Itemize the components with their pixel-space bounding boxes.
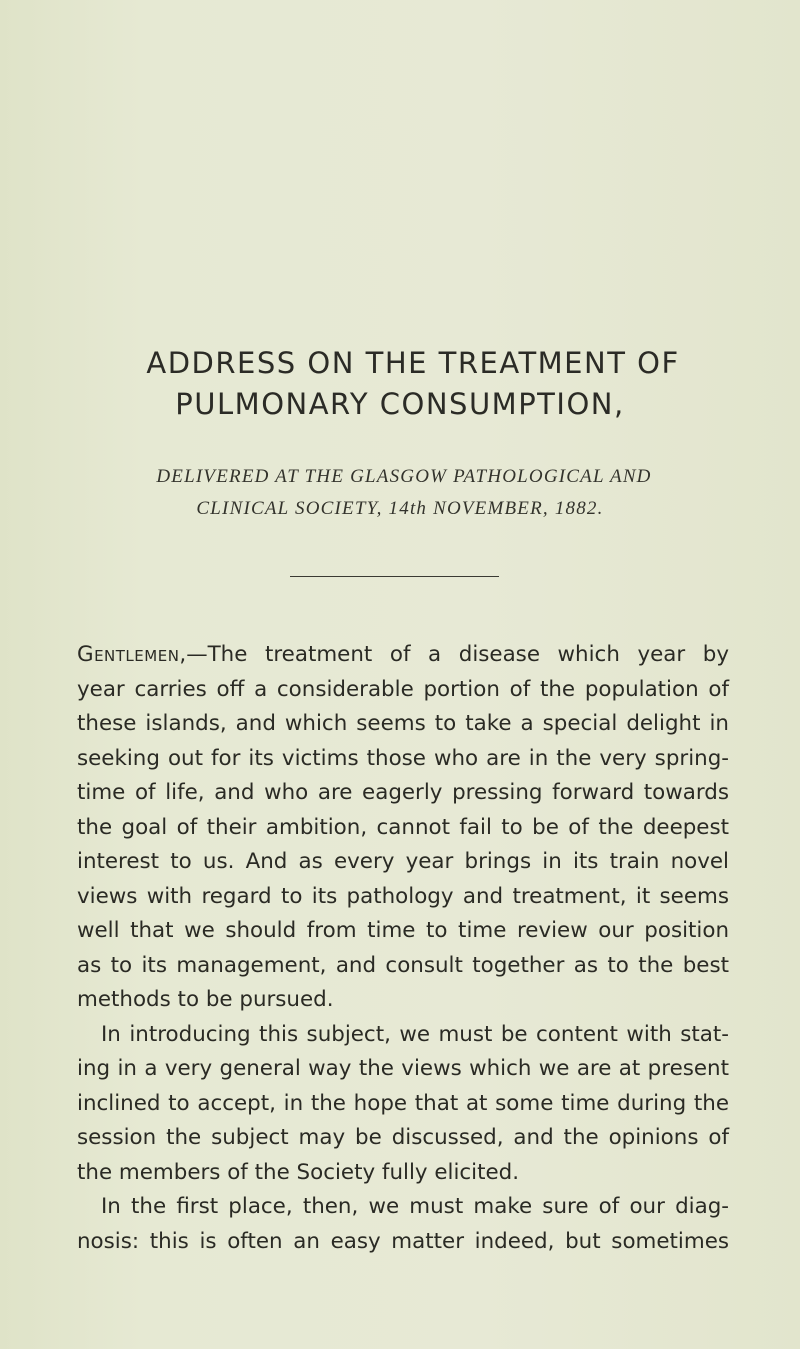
text-line: Gentlemen,—The treatment of a disease which year by <box>77 642 729 667</box>
text-line: year carries off a considerable portion of the population of <box>77 676 729 702</box>
text-line: methods to be pursued. <box>77 987 334 1012</box>
title-line-1: ADDRESS ON THE TREATMENT OF <box>146 346 680 380</box>
text-line: as to its management, and consult together as to the best <box>77 952 729 978</box>
text-line: views with regard to its pathology and treatment, it seems <box>77 883 729 909</box>
text-line: seeking out for its victims those who are in the very spring- <box>77 745 729 771</box>
title-line-2: PULMONARY CONSUMPTION, <box>175 387 625 421</box>
text-line: In introducing this subject, we must be content with stat- <box>101 1021 729 1047</box>
text-line: these islands, and which seems to take a special delight in <box>77 711 729 736</box>
text-line: ing in a very general way the views which we are at present <box>77 1056 729 1081</box>
text-line: the members of the Society fully elicited. <box>77 1159 520 1185</box>
text-line: time of life, and who are eagerly pressing forward towards <box>77 780 729 805</box>
text-line: In the first place, then, we must make sure of our diag- <box>101 1194 729 1219</box>
text-line: inclined to accept, in the hope that at some time during the <box>77 1090 729 1116</box>
opening-word: Gentlemen <box>77 642 180 667</box>
text-line: session the subject may be discussed, and the opinions of <box>77 1125 729 1150</box>
text-line: nosis: this is often an easy matter indeed, but sometimes <box>77 1228 729 1254</box>
subtitle-line-1: DELIVERED AT THE GLASGOW PATHOLOGICAL AND <box>156 466 652 487</box>
subtitle-line-2: CLINICAL SOCIETY, 14th NOVEMBER, 1882. <box>196 498 604 519</box>
section-divider <box>290 576 499 577</box>
body-text <box>77 638 729 1259</box>
text-line: the goal of their ambition, cannot fail to be of the deepest <box>77 814 729 840</box>
text-line: well that we should from time to time review our position <box>77 918 729 943</box>
text-line: interest to us. And as every year brings in its train novel <box>77 849 729 874</box>
